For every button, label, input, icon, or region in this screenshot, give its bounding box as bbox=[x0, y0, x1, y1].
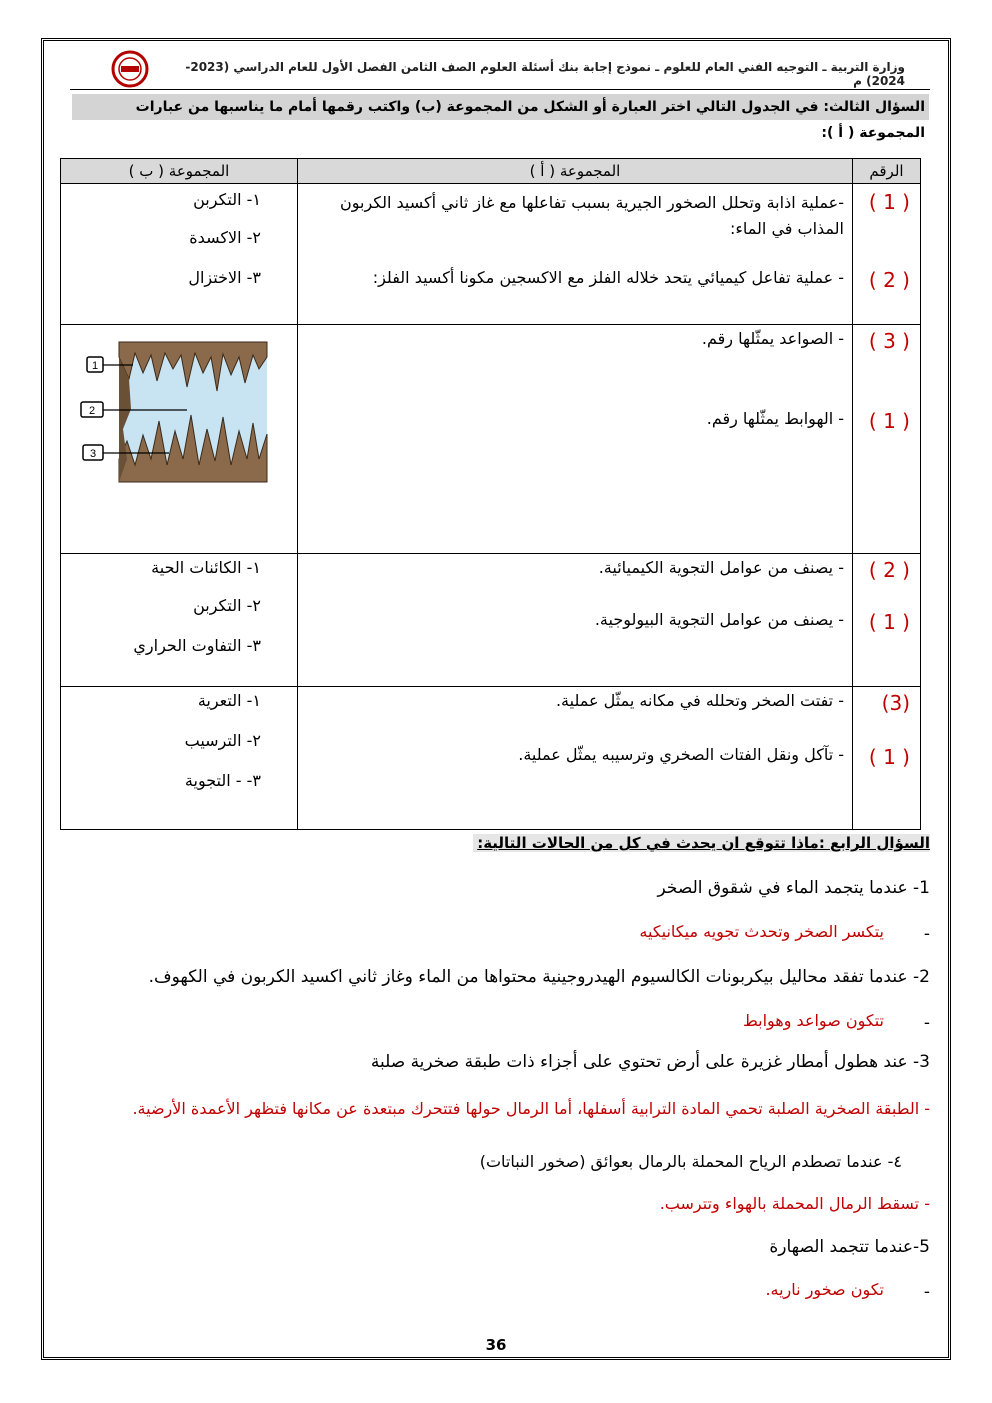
option: ١- التعرية bbox=[197, 691, 261, 710]
case-1-answer: يتكسر الصخر وتحدث تجويه ميكانيكيه bbox=[639, 922, 884, 941]
case-4-answer: - تسقط الرمال المحملة بالهواء وتترسب. bbox=[659, 1194, 930, 1213]
cave-diagram bbox=[71, 339, 271, 489]
row2-group-b bbox=[61, 325, 298, 554]
case-3-answer: - الطبقة الصخرية الصلبة تحمي المادة الترابية أسفلها، أما الرمال حولها فتتحرك مبتعدة عن مكانها فتظهر الأعمدة الأرضية. bbox=[132, 1099, 930, 1118]
option: ٣- الاختزال bbox=[188, 268, 261, 287]
diagram-label: 2 bbox=[88, 405, 96, 417]
row4-group-b bbox=[61, 687, 298, 830]
answer-number: ( 3 ) bbox=[868, 329, 910, 353]
diagram-label: 3 bbox=[89, 448, 97, 460]
statement: - تفتت الصخر وتحلله في مكانه يمثّل عملية. bbox=[555, 691, 844, 710]
statement: - يصنف من عوامل التجوية الكيميائية. bbox=[598, 558, 844, 577]
answer-number: ( 1 ) bbox=[868, 409, 910, 433]
row2-nums bbox=[853, 325, 921, 554]
row2-group-a bbox=[298, 325, 853, 554]
option: ٣- - التجوية bbox=[184, 771, 261, 790]
case-3-question: 3- عند هطول أمطار غزيرة على أرض تحتوي على أجزاء ذات طبقة صخرية صلبة bbox=[370, 1052, 930, 1072]
page-header: وزارة التربية ـ التوجيه الفني العام للعلوم ـ نموذج إجابة بنك أسئلة العلوم الصف الثامن الفصل الأول للعام الدراسي (2023-2024) م bbox=[185, 60, 905, 88]
case-2-question: 2- عندما تفقد محاليل بيكربونات الكالسيوم الهيدروجينية محتواها من الماء وغاز ثاني اكسيد الكربون في الكهوف. bbox=[148, 967, 930, 987]
answer-number: ( 1 ) bbox=[868, 190, 910, 214]
question-3-title: السؤال الثالث: في الجدول التالي اختر العبارة أو الشكل من المجموعة (ب) واكتب رقمها أمام ما يناسبها من عبارات المجموعة ( أ ): bbox=[72, 94, 929, 120]
case-5-question: 5-عندما تتجمد الصهارة bbox=[769, 1237, 930, 1257]
case-1-dash: - bbox=[923, 924, 930, 944]
option: ٢- التكربن bbox=[193, 596, 261, 615]
row1-group-a bbox=[298, 184, 853, 325]
answer-number: ( 2 ) bbox=[868, 558, 910, 582]
matching-table bbox=[60, 158, 921, 830]
statement: - يصنف من عوامل التجوية البيولوجية. bbox=[594, 610, 844, 629]
case-1-question: 1- عندما يتجمد الماء في شقوق الصخر bbox=[657, 878, 930, 898]
page-number: 36 bbox=[485, 1336, 507, 1354]
header-group-b: المجموعة ( ب ) bbox=[61, 159, 298, 184]
option: ١- التكربن bbox=[193, 190, 261, 209]
header-rule bbox=[70, 89, 930, 90]
case-5-dash: - bbox=[923, 1282, 930, 1302]
statement: - الصواعد يمثّلها رقم. bbox=[701, 329, 844, 348]
case-2-answer: تتكون صواعد وهوابط bbox=[742, 1011, 884, 1030]
header-group-a: المجموعة ( أ ) bbox=[298, 159, 853, 184]
case-5-answer: تكون صخور ناريه. bbox=[765, 1280, 884, 1299]
ministry-logo bbox=[109, 50, 151, 88]
option: ٢- الترسيب bbox=[184, 731, 261, 750]
case-2-dash: - bbox=[923, 1013, 930, 1033]
statement: - الهوابط يمثّلها رقم. bbox=[706, 409, 844, 428]
row3-nums bbox=[853, 554, 921, 687]
answer-number: ( 1 ) bbox=[868, 610, 910, 634]
answer-number: ( 1 ) bbox=[868, 745, 910, 769]
statement: - عملية تفاعل كيميائي يتحد خلاله الفلز مع الاكسجين مكونا أكسيد الفلز: bbox=[372, 268, 844, 287]
option: ٢- الاكسدة bbox=[189, 228, 261, 247]
row1-group-b bbox=[61, 184, 298, 325]
row4-group-a bbox=[298, 687, 853, 830]
answer-number: ( 2 ) bbox=[868, 268, 910, 292]
diagram-label: 1 bbox=[91, 360, 99, 372]
row3-group-a bbox=[298, 554, 853, 687]
option: ١- الكائنات الحية bbox=[151, 558, 261, 577]
header-num: الرقم bbox=[853, 159, 921, 184]
statement: - تآكل ونقل الفتات الصخري وترسيبه يمثّل عملية. bbox=[518, 745, 844, 764]
row4-nums bbox=[853, 687, 921, 830]
row1-nums bbox=[853, 184, 921, 325]
question-4-title: السؤال الرابع :ماذا تتوقع ان يحدث في كل من الحالات التالية: bbox=[473, 834, 930, 852]
row3-group-b bbox=[61, 554, 298, 687]
answer-number: (3) bbox=[881, 691, 910, 715]
case-4-question: ٤- عندما تصطدم الرياح المحملة بالرمال بعوائق (صخور النباتات) bbox=[479, 1152, 902, 1171]
statement: -عملية اذابة وتحلل الصخور الجيرية بسبب تفاعلها مع غاز ثاني أكسيد الكربون المذاب في الماء: bbox=[339, 193, 844, 238]
option: ٣- التفاوت الحراري bbox=[133, 636, 261, 655]
